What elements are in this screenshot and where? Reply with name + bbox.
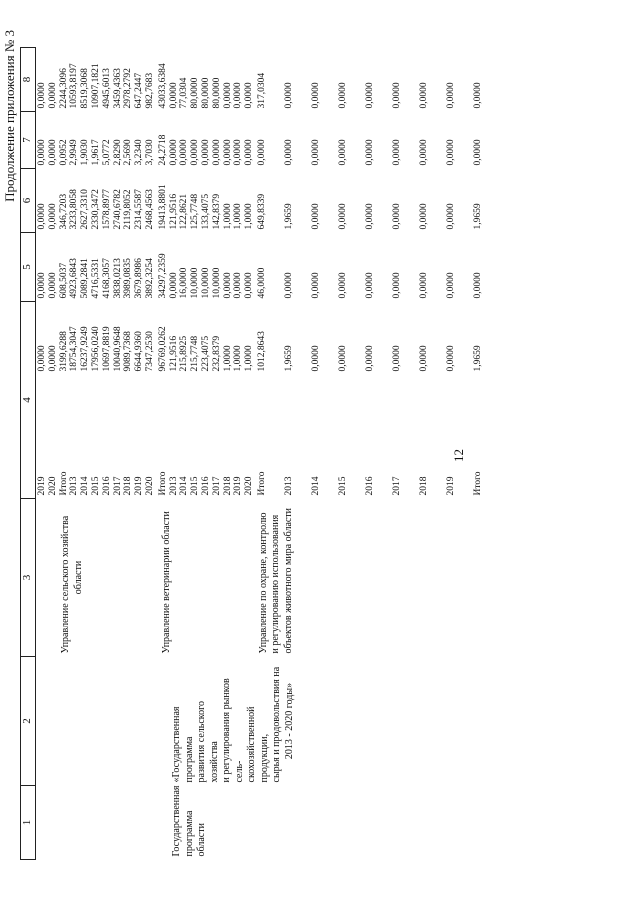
value-cell: 1,9659 (283, 345, 294, 372)
program-type-line-2: программа области (183, 810, 207, 857)
value-cell: 1,0000 (244, 345, 255, 372)
value-cell: 0,0000 (337, 272, 348, 299)
value-cell: 0,0000 (364, 203, 375, 230)
year-cell: 2015 (90, 476, 101, 496)
year-cell: 2016 (364, 476, 375, 496)
value-cell: 0,0000 (445, 203, 456, 230)
value-cell: 346,7203 (58, 193, 69, 230)
value-cell: 0,0000 (233, 272, 244, 299)
value-cell: 232,8379 (211, 335, 222, 372)
value-cell: 647,2447 (134, 72, 145, 109)
value-cell: 0,0000 (418, 272, 429, 299)
value-cell: 80,0000 (200, 77, 211, 109)
value-cell: 0,0000 (233, 82, 244, 109)
value-cell: 3459,4363 (112, 68, 123, 109)
value-cell: 1,0000 (233, 203, 244, 230)
value-cell: 223,4075 (200, 335, 211, 372)
year-cell: Итого (256, 471, 267, 496)
value-cell: 0,0000 (222, 272, 233, 299)
year-cell: 2019 (445, 476, 456, 496)
value-cell: 0,0000 (37, 82, 47, 109)
value-cell: 4168,3057 (101, 258, 112, 299)
executor-agri-line-1: Управление сельского хозяйства (60, 515, 71, 654)
year-cell: 2017 (391, 476, 402, 496)
value-cell: 8519,3068 (80, 68, 91, 109)
executor-wildlife-line-2: и регулированию использования (270, 514, 282, 654)
value-cell: 2,8290 (112, 139, 123, 166)
value-cell: 0,0000 (391, 345, 402, 372)
value-cell: 1,9617 (90, 139, 101, 166)
value-cell: 1012,8643 (256, 331, 267, 372)
executor-vet-line-1: Управление ветеринарии области (160, 511, 172, 654)
value-cell: 0,0000 (418, 139, 429, 166)
value-cell: 0,0000 (445, 345, 456, 372)
value-cell: 5,0772 (101, 139, 112, 166)
year-cell: 2019 (37, 476, 47, 496)
value-cell: 0,0000 (337, 82, 348, 109)
value-cell: 34297,2359 (157, 253, 168, 299)
value-cell: 0,0000 (337, 203, 348, 230)
year-cell: 2014 (310, 476, 321, 496)
year-cell: 2014 (80, 476, 91, 496)
year-cell: 2020 (47, 476, 58, 496)
program-name-line-4: скохозяйственной продукции, (246, 706, 270, 783)
value-cell: 0,0000 (222, 139, 233, 166)
value-cell: 121,9516 (168, 193, 179, 230)
value-cell: 80,0000 (211, 77, 222, 109)
value-cell: 0,0000 (310, 345, 321, 372)
value-cell: 0,0000 (283, 82, 294, 109)
year-cell: 2020 (144, 476, 155, 496)
year-cell: Итого (58, 471, 69, 496)
value-cell: 17956,0240 (90, 326, 101, 372)
value-cell: 0,0000 (283, 272, 294, 299)
value-cell: 0,0000 (310, 82, 321, 109)
value-cell: 7347,2530 (144, 331, 155, 372)
value-cell: 133,4075 (200, 193, 211, 230)
value-cell: 0,0000 (391, 272, 402, 299)
value-cell: 43033,6384 (157, 63, 168, 109)
value-cell: 10,0000 (211, 267, 222, 299)
value-cell: 3892,3254 (144, 258, 155, 299)
value-cell: 317,0304 (256, 72, 267, 109)
year-cell: 2013 (283, 476, 294, 496)
value-cell: 0,0000 (283, 139, 294, 166)
value-cell: 0,0000 (445, 272, 456, 299)
value-cell: 4945,6013 (101, 68, 112, 109)
value-cell: 1,9659 (472, 203, 483, 230)
page-number: 12 (451, 449, 466, 462)
value-cell: 122,8621 (179, 193, 190, 230)
program-name-line-5: сырья и продовольствия на (271, 666, 282, 783)
column-header-5: 5 (21, 233, 36, 302)
year-cell: 2015 (337, 476, 348, 496)
value-cell: 0,0000 (337, 345, 348, 372)
value-cell: 0,0000 (47, 139, 58, 166)
value-cell: 2978,2792 (123, 68, 134, 109)
value-cell: 10593,8197 (69, 63, 80, 109)
value-cell: 0,0000 (168, 272, 179, 299)
value-cell: 0,0000 (179, 139, 190, 166)
value-cell: 0,0000 (391, 203, 402, 230)
executor-wildlife-line-1: Управление по охране, контролю (257, 512, 269, 654)
value-cell: 215,7748 (190, 335, 201, 372)
program-name-line-1: «Государственная программа (171, 706, 195, 783)
value-cell: 0,0000 (418, 203, 429, 230)
value-cell: 2314,5587 (134, 189, 145, 230)
column-header-2: 2 (21, 657, 36, 786)
appendix-continuation-header: Продолжение приложения № 3 (2, 30, 17, 202)
value-cell: 1,0000 (244, 203, 255, 230)
value-cell: 0,0000 (391, 82, 402, 109)
value-cell: 608,5037 (58, 262, 69, 299)
year-cell: 2013 (168, 476, 179, 496)
value-cell: 1,9659 (283, 203, 294, 230)
value-cell: 9089,7368 (123, 331, 134, 372)
value-cell: 2244,3096 (58, 68, 69, 109)
value-cell: 10040,9648 (112, 326, 123, 372)
year-cell: 2019 (233, 476, 244, 496)
value-cell: 0,0000 (37, 203, 47, 230)
value-cell: 2,9949 (69, 139, 80, 166)
value-cell: 19413,8801 (157, 184, 168, 230)
value-cell: 0,0000 (391, 139, 402, 166)
value-cell: 3,7030 (144, 139, 155, 166)
value-cell: 1,9659 (472, 345, 483, 372)
value-cell: 0,0000 (310, 203, 321, 230)
year-cell: 2017 (211, 476, 222, 496)
value-cell: 10697,8819 (101, 326, 112, 372)
column-header-7: 7 (21, 112, 36, 169)
value-cell: 46,0000 (256, 267, 267, 299)
value-cell: 0,0000 (37, 345, 47, 372)
value-cell: 0,0000 (47, 203, 58, 230)
year-cell: Итого (472, 471, 483, 496)
value-cell: 1,0000 (222, 203, 233, 230)
column-header-8: 8 (21, 48, 36, 112)
value-cell: 0,0000 (37, 272, 47, 299)
value-cell: 3199,6288 (58, 331, 69, 372)
program-name-line-3: и регулирования рынков сель- (221, 678, 245, 783)
value-cell: 0,0000 (233, 139, 244, 166)
program-type-line-1: Государственная (171, 785, 182, 857)
value-cell: 0,0000 (337, 139, 348, 166)
value-cell: 2,5690 (123, 139, 134, 166)
value-cell: 121,9516 (168, 335, 179, 372)
value-cell: 0,0000 (244, 139, 255, 166)
year-cell: 2016 (200, 476, 211, 496)
value-cell: 0,0000 (256, 139, 267, 166)
value-cell: 1,0000 (222, 345, 233, 372)
value-cell: 1578,8977 (101, 189, 112, 230)
value-cell: 0,0000 (472, 272, 483, 299)
value-cell: 24,2718 (157, 134, 168, 166)
value-cell: 0,0000 (445, 139, 456, 166)
value-cell: 3,2340 (134, 139, 145, 166)
value-cell: 2627,3310 (80, 189, 91, 230)
program-name-line-2: развития сельского хозяйства (196, 701, 220, 783)
program-budget-table (20, 47, 494, 860)
value-cell: 3989,0835 (123, 258, 134, 299)
value-cell: 16,0000 (179, 267, 190, 299)
program-name-line-6: 2013 - 2020 годы» (283, 682, 295, 760)
value-cell: 2330,3472 (90, 189, 101, 230)
year-cell: 2015 (190, 476, 201, 496)
value-cell: 0,0000 (418, 345, 429, 372)
value-cell: 0,0000 (364, 139, 375, 166)
value-cell: 6644,9360 (134, 331, 145, 372)
value-cell: 0,0000 (200, 139, 211, 166)
value-cell: 0,0000 (168, 139, 179, 166)
value-cell: 0,0000 (47, 82, 58, 109)
year-cell: 2018 (123, 476, 134, 496)
value-cell: 0,0000 (47, 345, 58, 372)
value-cell: 0,0000 (472, 139, 483, 166)
value-cell: 3838,0213 (112, 258, 123, 299)
value-cell: 0,0000 (37, 139, 47, 166)
value-cell: 0,0000 (244, 82, 255, 109)
value-cell: 80,0000 (190, 77, 201, 109)
year-cell: 2016 (101, 476, 112, 496)
value-cell: 0,0000 (190, 139, 201, 166)
value-cell: 215,8925 (179, 335, 190, 372)
year-cell: Итого (157, 471, 168, 496)
year-cell: 2013 (69, 476, 80, 496)
value-cell: 96769,0262 (157, 326, 168, 372)
value-cell: 0,0000 (418, 82, 429, 109)
value-cell: 0,0000 (47, 272, 58, 299)
column-header-1: 1 (21, 786, 36, 860)
year-cell: 2018 (418, 476, 429, 496)
year-cell: 2017 (112, 476, 123, 496)
value-cell: 125,7748 (190, 193, 201, 230)
value-cell: 649,8339 (256, 193, 267, 230)
value-cell: 0,0000 (472, 82, 483, 109)
value-cell: 10907,1821 (90, 63, 101, 109)
value-cell: 0,0952 (58, 139, 69, 166)
executor-agri-line-2: области (72, 560, 84, 595)
column-header-3: 3 (21, 499, 36, 657)
value-cell: 0,0000 (244, 272, 255, 299)
value-cell: 1,9030 (80, 139, 91, 166)
value-cell: 16237,9249 (80, 326, 91, 372)
value-cell: 18754,3047 (69, 326, 80, 372)
value-cell: 10,0000 (200, 267, 211, 299)
value-cell: 0,0000 (310, 139, 321, 166)
value-cell: 0,0000 (364, 345, 375, 372)
value-cell: 0,0000 (445, 82, 456, 109)
value-cell: 10,0000 (190, 267, 201, 299)
year-cell: 2014 (179, 476, 190, 496)
value-cell: 0,0000 (364, 272, 375, 299)
value-cell: 2119,8052 (123, 189, 134, 230)
value-cell: 4923,6843 (69, 258, 80, 299)
column-header-6: 6 (21, 169, 36, 233)
value-cell: 4716,5331 (90, 258, 101, 299)
value-cell: 77,0304 (179, 77, 190, 109)
value-cell: 3679,8986 (134, 258, 145, 299)
value-cell: 0,0000 (211, 139, 222, 166)
year-cell: 2020 (244, 476, 255, 496)
year-cell: 2018 (222, 476, 233, 496)
executor-wildlife-line-3: объектов животного мира области (282, 507, 294, 654)
column-header-4: 4 (21, 302, 36, 499)
value-cell: 142,8379 (211, 193, 222, 230)
value-cell: 0,0000 (168, 82, 179, 109)
table-row-block-agri (36, 48, 157, 860)
value-cell: 1,0000 (233, 345, 244, 372)
year-cell: 2019 (134, 476, 145, 496)
value-cell: 5089,2841 (80, 258, 91, 299)
value-cell: 3233,8058 (69, 189, 80, 230)
value-cell: 0,0000 (310, 272, 321, 299)
value-cell: 0,0000 (364, 82, 375, 109)
value-cell: 982,7683 (144, 72, 155, 109)
value-cell: 2468,4563 (144, 189, 155, 230)
value-cell: 2740,6782 (112, 189, 123, 230)
value-cell: 0,0000 (222, 82, 233, 109)
